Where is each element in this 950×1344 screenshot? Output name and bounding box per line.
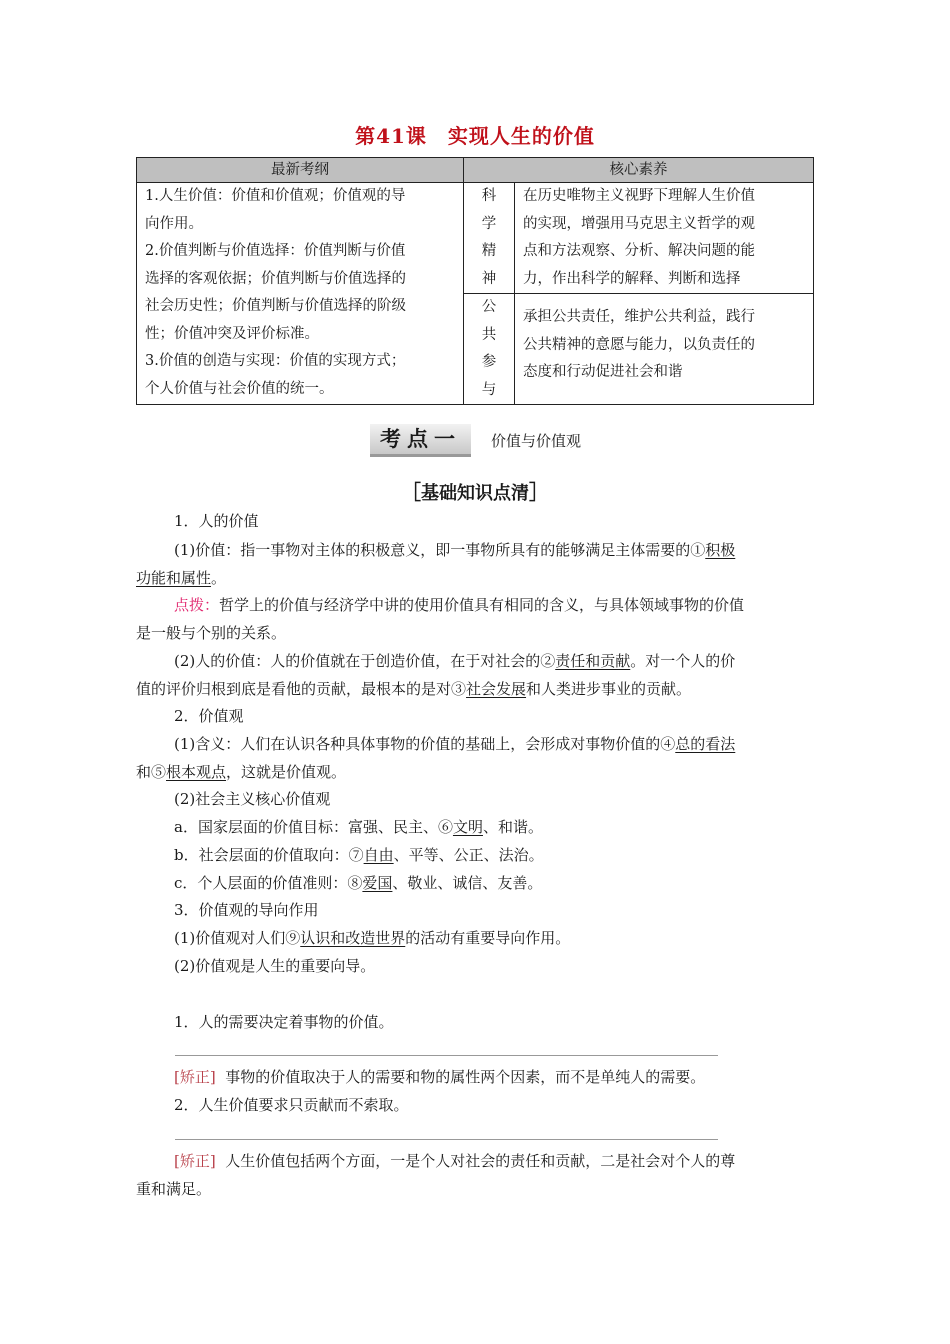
line-21: [矫正] 人生价值包括两个方面，一是个人对社会的责任和贡献，二是社会对个人的尊 bbox=[174, 1152, 736, 1170]
line-13: b．社会层面的价值取向：⑦自由、平等、公正、法治。 bbox=[174, 846, 544, 864]
public-participation-label: 公 共 参 与 bbox=[464, 294, 515, 405]
line-14: c．个人层面的价值准则：⑧爱国、敬业、诚信、友善。 bbox=[174, 874, 543, 892]
line-7: 值的评价归根到底是看他的贡献，最根本的是对③社会发展和人类进步事业的贡献。 bbox=[136, 680, 692, 698]
line-6: (2)人的价值：人的价值就在于创造价值，在于对社会的②责任和贡献。对一个人的价 bbox=[174, 652, 736, 670]
kaodian-badge: 考点一 bbox=[370, 424, 471, 457]
line-1: 1．人的价值 bbox=[174, 512, 259, 530]
line-17: (2)价值观是人生的重要向导。 bbox=[174, 957, 376, 975]
line-8: 2．价值观 bbox=[174, 707, 244, 725]
science-spirit-label: 科 学 精 神 bbox=[464, 183, 515, 294]
line-2: (1)价值：指一事物对主体的积极意义，即一事物所具有的能够满足主体需要的①积极 bbox=[174, 541, 736, 559]
header-right: 核心素养 bbox=[464, 158, 814, 183]
answer-rule-2 bbox=[175, 1139, 718, 1140]
outline-table bbox=[136, 157, 814, 405]
line-22: 重和满足。 bbox=[136, 1180, 212, 1198]
public-participation-text: 承担公共责任，维护公共利益，践行 公共精神的意愿与能力，以负责任的 态度和行动促进社会和谐 bbox=[515, 294, 814, 405]
line-5: 是一般与个别的关系。 bbox=[136, 624, 287, 642]
answer-rule-1 bbox=[175, 1055, 718, 1056]
line-11: (2)社会主义核心价值观 bbox=[174, 790, 331, 808]
line-20: 2．人生价值要求只贡献而不索取。 bbox=[174, 1096, 409, 1114]
line-18: 1．人的需要决定着事物的价值。 bbox=[174, 1013, 394, 1031]
page-title: 第41课 实现人生的价值 bbox=[355, 124, 595, 148]
kaodian-heading bbox=[370, 423, 581, 457]
section-heading: ［基础知识点清］ bbox=[401, 480, 549, 504]
line-4: 点拨：哲学上的价值与经济学中讲的使用价值具有相同的含义，与具体领域事物的价值 bbox=[174, 596, 745, 614]
line-10: 和⑤根本观点，这就是价值观。 bbox=[136, 763, 347, 781]
kaodian-title: 价值与价值观 bbox=[491, 431, 582, 450]
science-spirit-text: 在历史唯物主义视野下理解人生价值 的实现，增强用马克思主义哲学的观 点和方法观察、分析、解决问题的能 力，作出科学的解释、判断和选择 bbox=[515, 183, 814, 294]
line-9: (1)含义：人们在认识各种具体事物的价值的基础上，会形成对事物价值的④总的看法 bbox=[174, 735, 736, 753]
line-12: a．国家层面的价值目标：富强、民主、⑥文明、和谐。 bbox=[174, 818, 543, 836]
header-left: 最新考纲 bbox=[137, 158, 464, 183]
line-15: 3．价值观的导向作用 bbox=[174, 901, 319, 919]
line-19: [矫正] 事物的价值取决于人的需要和物的属性两个因素，而不是单纯人的需要。 bbox=[174, 1068, 706, 1086]
line-3: 功能和属性。 bbox=[136, 569, 227, 587]
line-16: (1)价值观对人们⑨认识和改造世界的活动有重要导向作用。 bbox=[174, 929, 571, 947]
exam-outline-cell: 1.人生价值：价值和价值观；价值观的导 向作用。 2.价值判断与价值选择：价值判断与价值 选择的客观依据；价值判断与价值选择的 社会历史性；价值判断与价值选择的阶级 性；价值冲突及评价标准。 3.价值的创造与实现：价值的实现方式； 个人价值与社会价值的统一。 bbox=[137, 183, 464, 405]
